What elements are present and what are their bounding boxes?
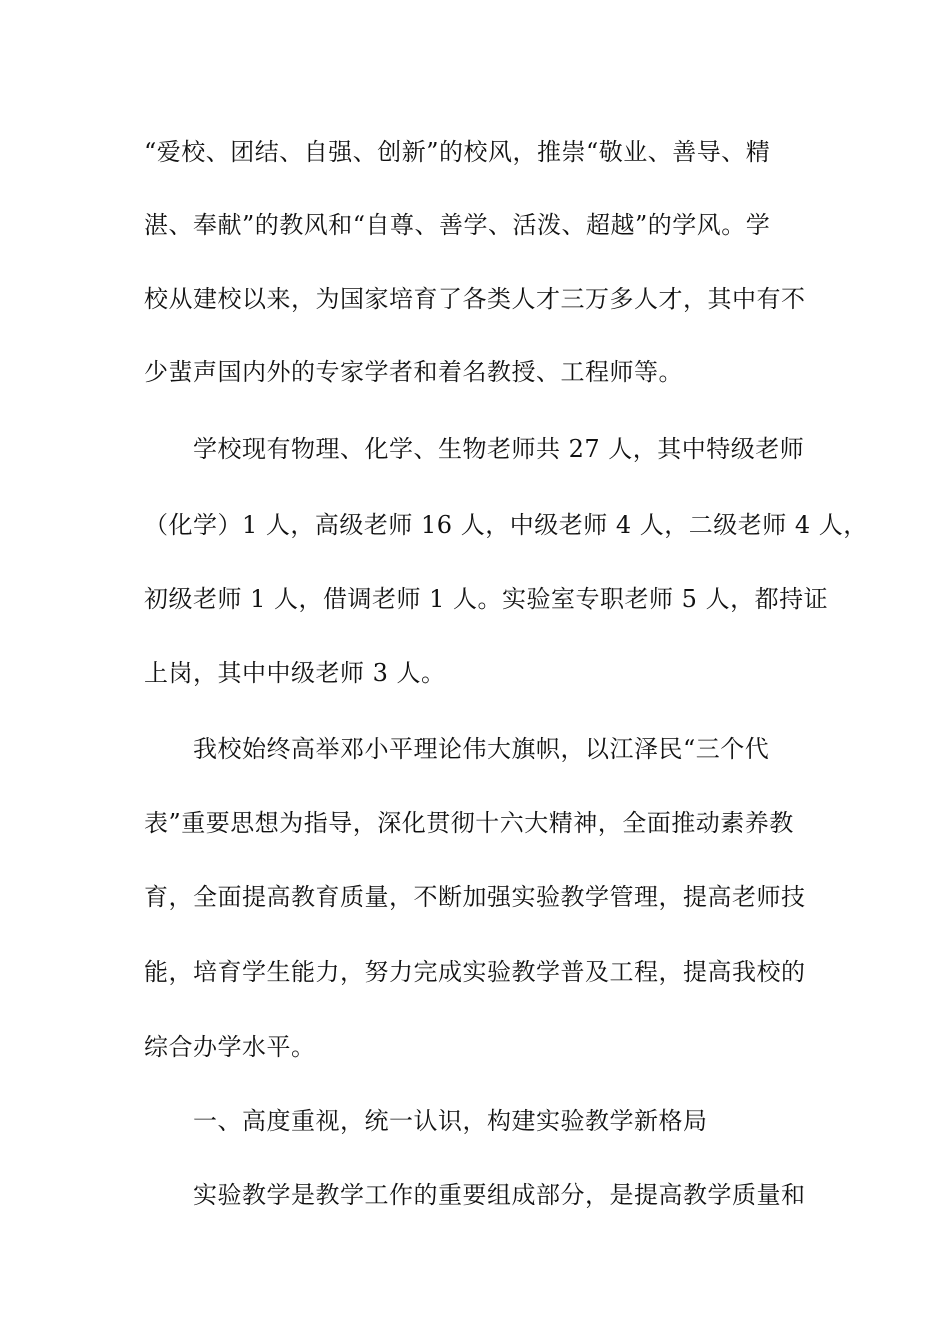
text-line: 综合办学水平。 [144,1033,316,1061]
text-line: “爱校、团结、自强、创新”的校风，推崇“敬业、善导、精 [144,138,771,166]
text-line: （化学）1 人，高级老师 16 人，中级老师 4 人，二级老师 4 人， [144,511,868,539]
text-line: 上岗，其中中级老师 3 人。 [144,659,446,687]
text-line: 表”重要思想为指导，深化贯彻十六大精神，全面推动素养教 [144,809,794,837]
paragraph-first-line: 实验教学是教学工作的重要组成部分，是提高教学质量和 [193,1181,806,1209]
text-line: 少蜚声国内外的专家学者和着名教授、工程师等。 [144,358,683,386]
text-line: 湛、奉献”的教风和“自尊、善学、活泼、超越”的学风。学 [144,211,771,239]
section-heading: 一、高度重视，统一认识，构建实验教学新格局 [193,1107,708,1135]
text-line: 校从建校以来，为国家培育了各类人才三万多人才，其中有不 [144,285,806,313]
paragraph-first-line: 学校现有物理、化学、生物老师共 27 人，其中特级老师 [193,435,805,463]
text-line: 能，培育学生能力，努力完成实验教学普及工程，提高我校的 [144,958,806,986]
text-line: 初级老师 1 人，借调老师 1 人。实验室专职老师 5 人，都持证 [144,585,829,613]
paragraph-first-line: 我校始终高举邓小平理论伟大旗帜，以江泽民“三个代 [193,735,770,763]
text-line: 育，全面提高教育质量，不断加强实验教学管理，提高老师技 [144,883,806,911]
